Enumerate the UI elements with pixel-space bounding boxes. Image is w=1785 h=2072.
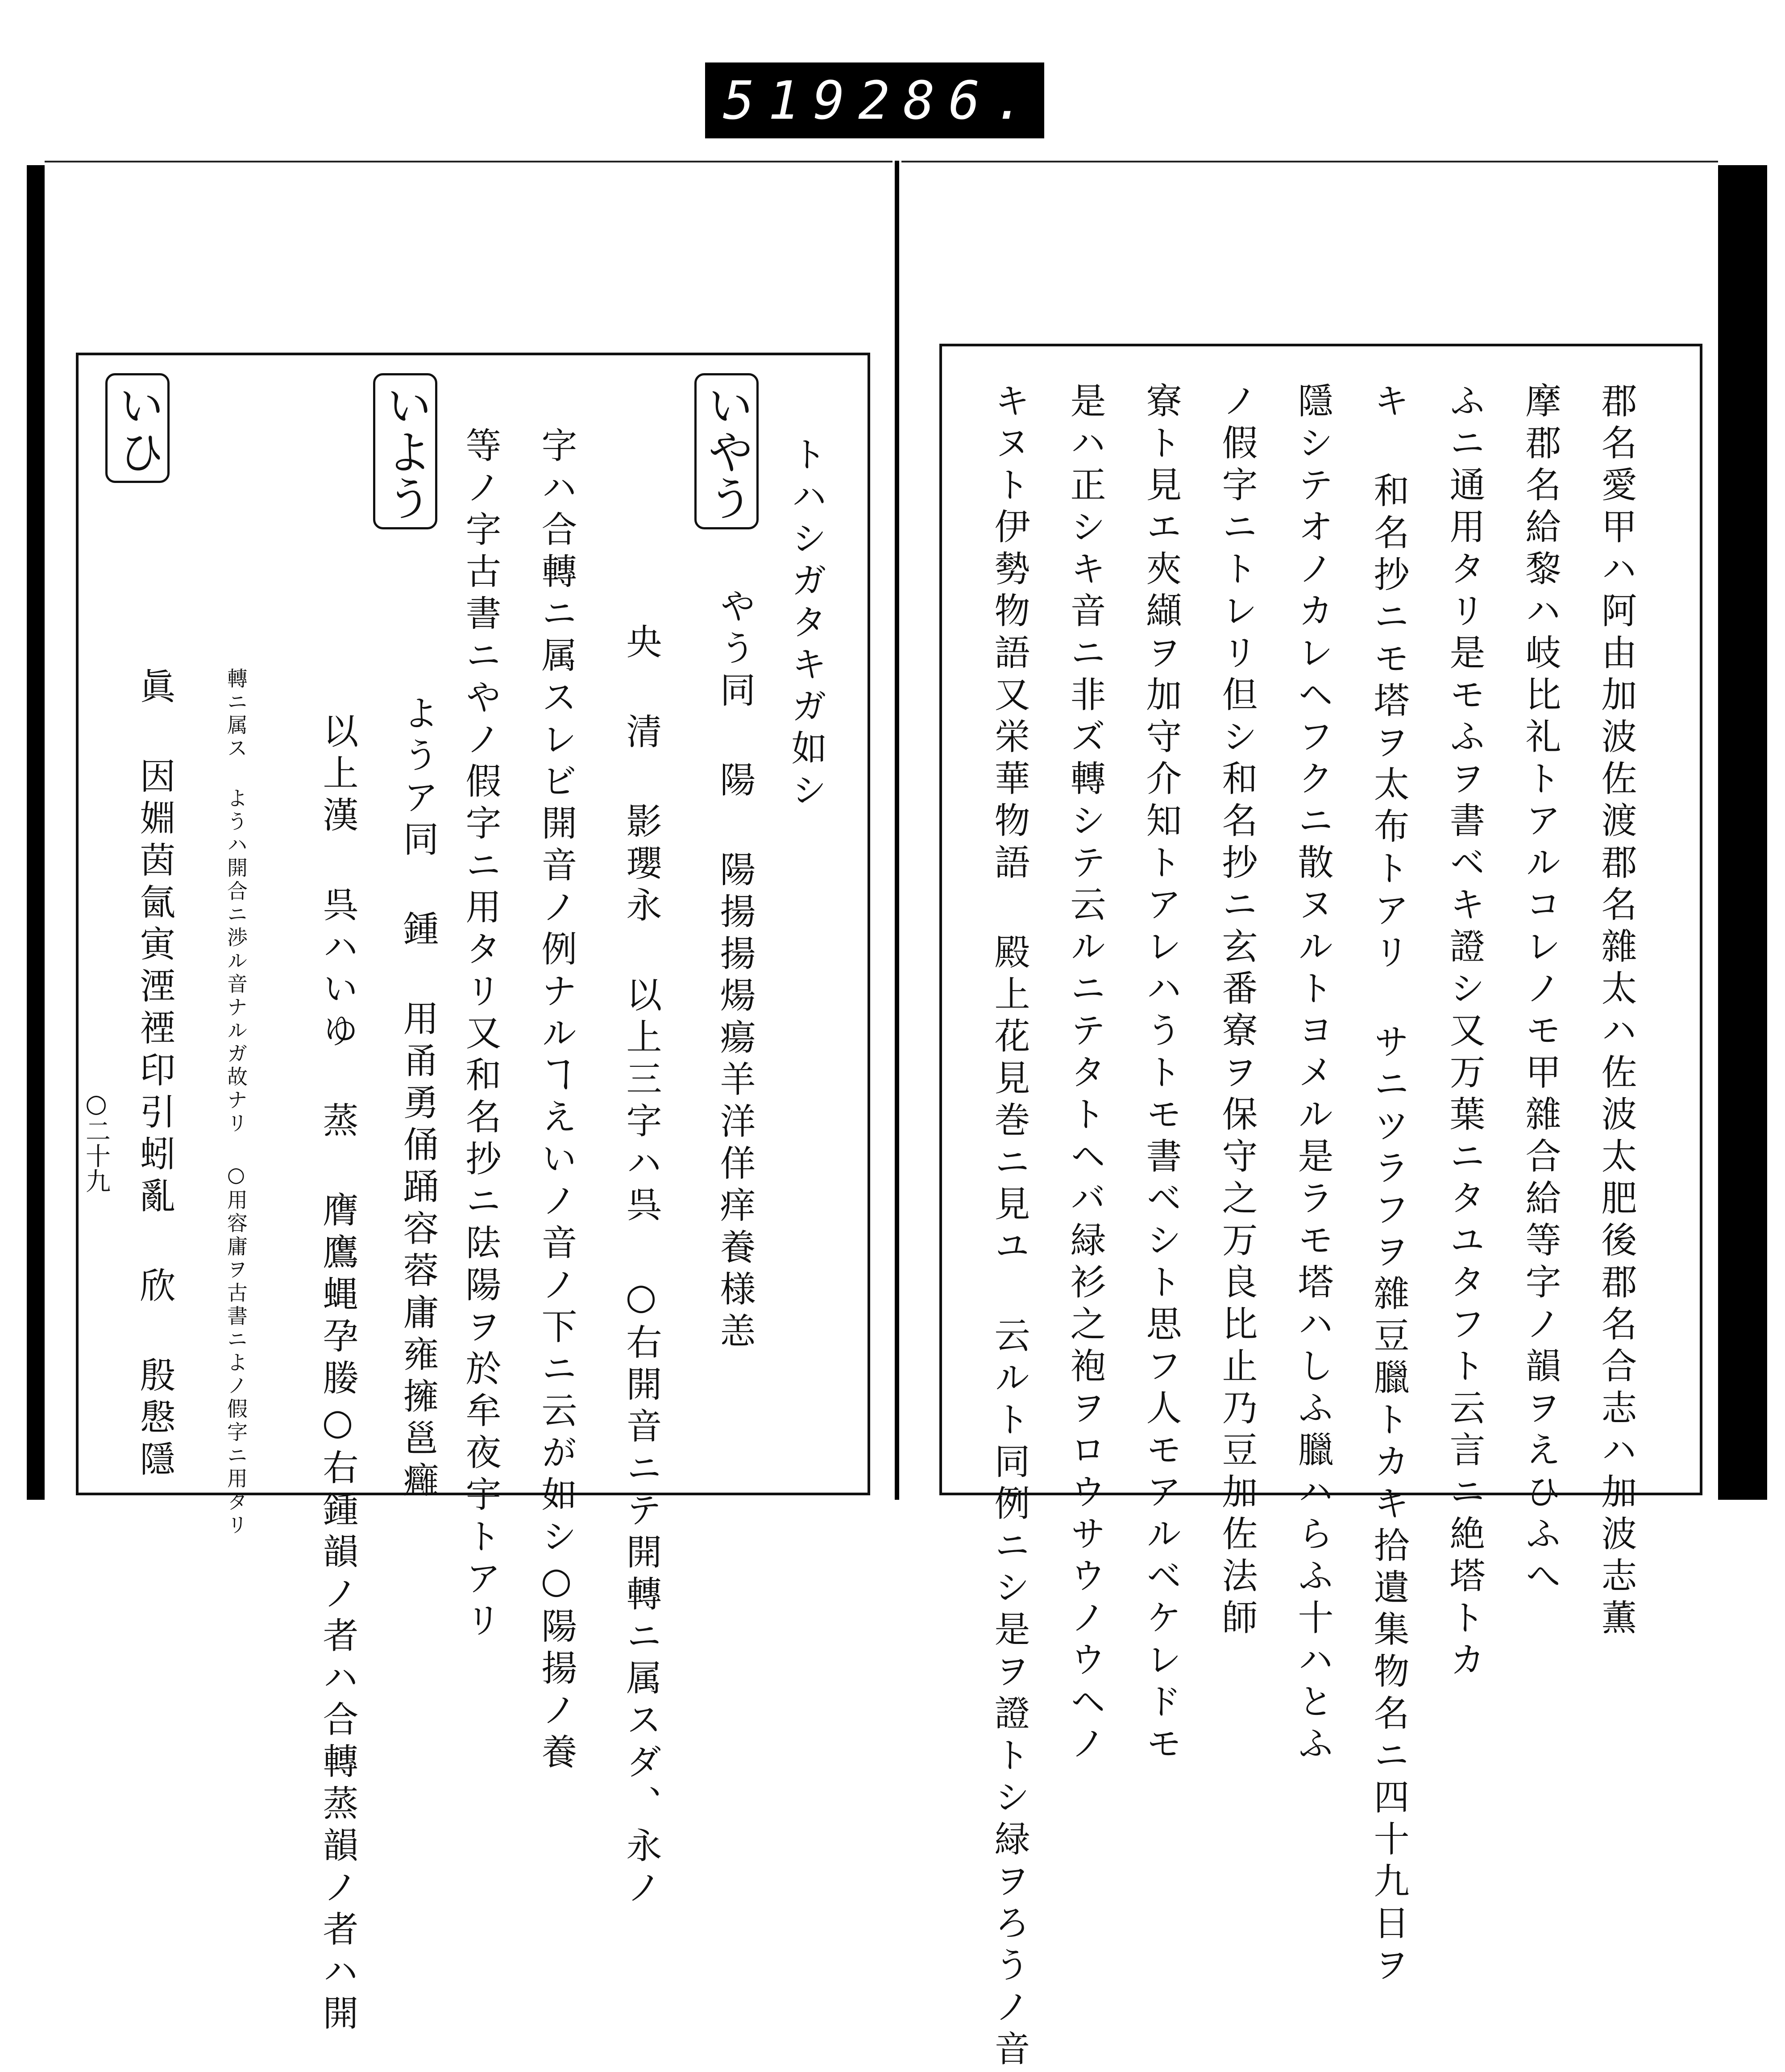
text-column: 以上漢 呉ハいゆ 蒸 膺鷹蝿孕媵○右鍾韻ノ者ハ合轉蒸韻ノ者ハ開 xyxy=(317,712,358,2036)
tag-right-number: 286. xyxy=(858,70,1039,131)
text-column: やう同 陽 陽揚揚煬瘍羊洋佯痒養様恙 xyxy=(714,587,756,1354)
text-column: 眞 因婣茵氤寅湮禋印引蚓亂 欣 殷慇隱 xyxy=(134,668,175,1482)
left-text-frame xyxy=(76,353,870,2036)
open-book xyxy=(27,161,1767,2072)
heading-iyou: いよう xyxy=(373,373,437,529)
text-column: 央 清 影瓔永 以上三字ハ呉 ○右開音ニテ開轉ニ属スダ、永ノ xyxy=(620,623,662,1911)
text-column: 轉ニ属ス ようハ開合ニ渉ル音ナルガ故ナリ ○用容庸ヲ古書ニよノ假字ニ用タリ xyxy=(224,668,248,1537)
text-column: 郡名愛甲ハ阿由加波佐渡郡名雜太ハ佐波太肥後郡名合志ハ加波志薫 xyxy=(1595,382,1637,1641)
text-column: 字ハ合轉ニ属スレビ開音ノ例ナルヿえいノ音ノ下ニ云が如シ○陽揚ノ養 xyxy=(536,427,577,1775)
tag-left-number: 519 xyxy=(723,70,859,131)
page-mark: ○ xyxy=(82,1089,111,1118)
archive-number-tag xyxy=(705,62,1044,138)
heading-iyau: いやう xyxy=(694,373,759,529)
text-column: ふニ通用タリ是モふヲ書ベキ證シ又万葉ニタユタフト云言ニ絶塔トカ xyxy=(1444,382,1485,1683)
text-column: トハシガタキガ如シ xyxy=(785,436,827,813)
text-column: キヌト伊勢物語又栄華物語 殿上花見巻ニ見ユ 云ルト同例ニシ是ヲ證トシ緑ヲろうノ音 xyxy=(988,382,1030,2072)
text-column: 摩郡名給黎ハ岐比礼トアルコレノモ甲雜合給等字ノ韻ヲえひふへ xyxy=(1519,382,1561,1599)
book-gutter xyxy=(895,161,899,1500)
right-text-frame xyxy=(939,344,1702,2072)
heading-ihi: いひ xyxy=(105,373,170,483)
page-number xyxy=(78,1089,114,1193)
text-column: 等ノ字古書ニやノ假字ニ用タリ又和名抄ニ阹陽ヲ於牟夜宇トアリ xyxy=(460,427,501,1643)
text-column: キ 和名抄ニモ塔ヲ太布トアリ サニツラフヲ雜豆臘トカキ拾遺集物名ニ四十九日ヲ xyxy=(1368,382,1409,1988)
text-column: 是ハ正シキ音ニ非ズ轉シテ云ルニテタトヘバ緑衫之袍ヲロウサウノウヘノ xyxy=(1064,382,1106,1767)
text-column: ノ假字ニトレリ但シ和名抄ニ玄番寮ヲ保守之万良比止乃豆加佐法師 xyxy=(1216,382,1258,1641)
text-column: 隱シテオノカレヘフクニ散ヌルトヨメル是ラモ塔ハしふ臘ハらふ十ハとふ xyxy=(1292,382,1333,1767)
text-column: ようア同 鍾 用甬勇俑踊容蓉庸雍擁邕癰 xyxy=(397,695,439,1503)
page-number-text: 二十九 xyxy=(82,1118,111,1193)
text-column: 寮ト見エ夾纈ヲ加守介知トアレハうトモ書ベシト思フ人モアルベケレドモ xyxy=(1140,382,1182,1767)
